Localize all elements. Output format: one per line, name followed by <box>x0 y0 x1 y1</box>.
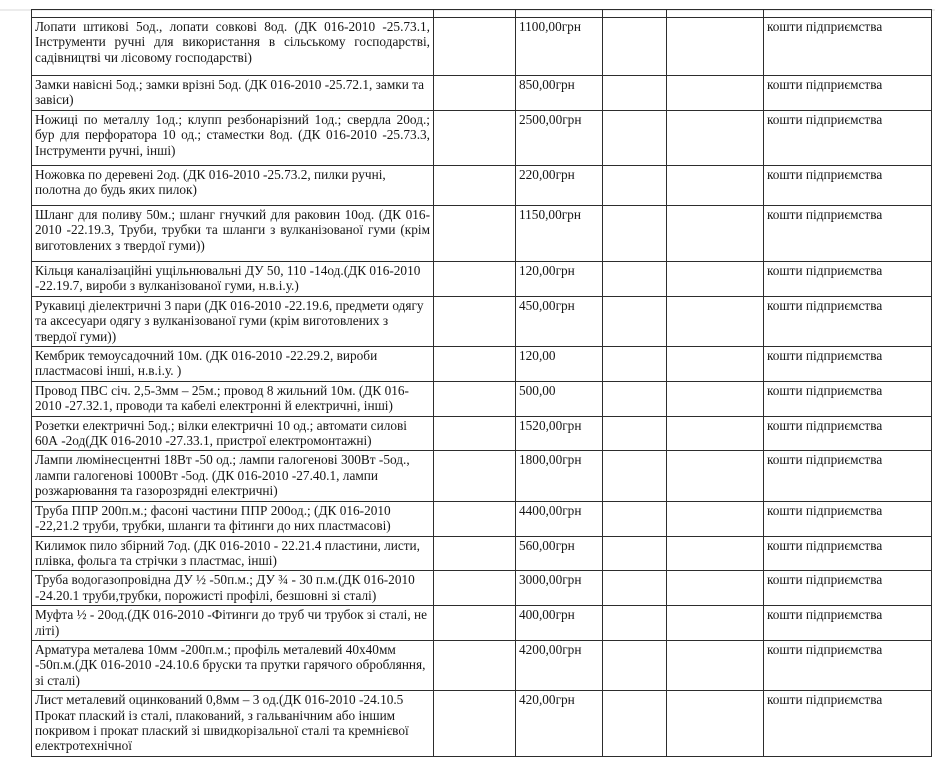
empty-cell <box>603 10 667 18</box>
empty-cell <box>667 536 764 571</box>
empty-cell <box>603 416 667 451</box>
item-funding-source: кошти підприємства <box>764 18 932 76</box>
empty-cell <box>667 691 764 757</box>
empty-cell <box>667 261 764 296</box>
item-funding-source: кошти підприємства <box>764 110 932 165</box>
item-price: 3000,00грн <box>516 571 603 606</box>
table-row <box>32 347 932 382</box>
empty-cell <box>603 261 667 296</box>
empty-cell <box>603 691 667 757</box>
empty-cell <box>764 10 932 18</box>
item-price: 120,00 <box>516 347 603 382</box>
item-funding-source: кошти підприємства <box>764 691 932 757</box>
item-price: 1100,00грн <box>516 18 603 76</box>
empty-cell <box>667 416 764 451</box>
empty-cell <box>434 606 516 641</box>
empty-cell <box>603 296 667 346</box>
item-price: 4200,00грн <box>516 640 603 690</box>
empty-cell <box>667 381 764 416</box>
empty-cell <box>434 76 516 111</box>
item-description: Труба ППР 200п.м.; фасоні частини ППР 200од.; (ДК 016-2010 -22,21.2 труби, трубки, шланги та фітинги до них пластмасові) <box>32 501 434 536</box>
item-price: 560,00грн <box>516 536 603 571</box>
item-funding-source: кошти підприємства <box>764 416 932 451</box>
item-description: Труба водогазопровідна ДУ ½ -50п.м.; ДУ ¾ - 30 п.м.(ДК 016-2010 -24.20.1 труби,трубки, порожисті профілі, безшовні зі сталі) <box>32 571 434 606</box>
table-row <box>32 261 932 296</box>
empty-cell <box>603 347 667 382</box>
item-funding-source: кошти підприємства <box>764 451 932 501</box>
item-description: Ножовка по деревені 2од. (ДК 016-2010 -25.73.2, пилки ручні, полотна до будь яких пилок) <box>32 165 434 205</box>
table-row <box>32 381 932 416</box>
empty-cell <box>434 347 516 382</box>
item-price: 1800,00грн <box>516 451 603 501</box>
empty-cell <box>434 205 516 261</box>
item-price: 220,00грн <box>516 165 603 205</box>
empty-cell <box>667 347 764 382</box>
item-funding-source: кошти підприємства <box>764 165 932 205</box>
empty-cell <box>667 205 764 261</box>
table-row <box>32 501 932 536</box>
empty-cell <box>434 536 516 571</box>
item-price: 500,00 <box>516 381 603 416</box>
empty-cell <box>603 110 667 165</box>
empty-cell <box>667 501 764 536</box>
item-funding-source: кошти підприємства <box>764 205 932 261</box>
item-price: 420,00грн <box>516 691 603 757</box>
item-funding-source: кошти підприємства <box>764 296 932 346</box>
item-funding-source: кошти підприємства <box>764 606 932 641</box>
item-description: Провод ПВС січ. 2,5-3мм – 25м.; провод 8 жильний 10м. (ДК 016-2010 -27.32.1, проводи та кабелі електронні й електричні, інші) <box>32 381 434 416</box>
item-description: Лампи люмінесцентні 18Вт -50 од.; лампи галогенові 300Вт -5од., лампи галогенові 1000Вт -5од. (ДК 016-2010 -27.40.1, лампи розжарювання та газорозрядні електричні) <box>32 451 434 501</box>
empty-cell <box>32 10 434 18</box>
empty-cell <box>603 536 667 571</box>
item-funding-source: кошти підприємства <box>764 76 932 111</box>
empty-cell <box>434 110 516 165</box>
empty-cell <box>434 451 516 501</box>
empty-cell <box>434 296 516 346</box>
table-row <box>32 110 932 165</box>
item-funding-source: кошти підприємства <box>764 261 932 296</box>
empty-cell <box>667 165 764 205</box>
empty-cell <box>667 640 764 690</box>
table-row <box>32 18 932 76</box>
empty-cell <box>667 571 764 606</box>
item-description: Рукавиці діелектричні 3 пари (ДК 016-2010 -22.19.6, предмети одягу та аксесуари одягу з вулканізованої гуми (крім виготовлених з твердої гуми)) <box>32 296 434 346</box>
item-description: Замки навісні 5од.; замки врізні 5од. (ДК 016-2010 -25.72.1, замки та завіси) <box>32 76 434 111</box>
item-description: Килимок пило збірний 7од. (ДК 016-2010 - 22.21.4 пластини, листи, плівка, фольга та стрічки з пластмас, інші) <box>32 536 434 571</box>
table-row <box>32 296 932 346</box>
table-row <box>32 691 932 757</box>
item-description: Розетки електричні 5од.; вілки електричні 10 од.; автомати силові 60А -2од(ДК 016-2010 -27.33.1, пристрої електромонтажні) <box>32 416 434 451</box>
item-funding-source: кошти підприємства <box>764 571 932 606</box>
empty-cell <box>434 10 516 18</box>
item-funding-source: кошти підприємства <box>764 381 932 416</box>
empty-cell <box>603 205 667 261</box>
table-row <box>32 76 932 111</box>
empty-cell <box>434 18 516 76</box>
item-price: 120,00грн <box>516 261 603 296</box>
table-row <box>32 416 932 451</box>
item-description: Ножиці по металлу 1од.; клупп резбонарізний 1од.; свердла 20од.; бур для перфоратора 10 од.; стаместки 8од. (ДК 016-2010 -25.73.3, Інструменти ручні, інші) <box>32 110 434 165</box>
item-price: 2500,00грн <box>516 110 603 165</box>
item-description: Шланг для поливу 50м.; шланг гнучкий для раковин 10од. (ДК 016-2010 -22.19.3, Труби, трубки та шланги з вулканізованої гуми (крім виготовлених з твердої гуми)) <box>32 205 434 261</box>
item-funding-source: кошти підприємства <box>764 347 932 382</box>
item-description: Кембрик темоусадочний 10м. (ДК 016-2010 -22.29.2, вироби пластмасові інші, н.в.і.у. ) <box>32 347 434 382</box>
empty-cell <box>603 451 667 501</box>
empty-cell <box>603 18 667 76</box>
table-row <box>32 640 932 690</box>
empty-cell <box>667 10 764 18</box>
item-description: Арматура металева 10мм -200п.м.; профіль металевий 40х40мм -50п.м.(ДК 016-2010 -24.10.6 бруски та прутки гарячого обробляння, зі сталі) <box>32 640 434 690</box>
empty-cell <box>434 691 516 757</box>
empty-cell <box>603 571 667 606</box>
table-row <box>32 536 932 571</box>
empty-cell <box>434 165 516 205</box>
item-description: Лопати штикові 5од., лопати совкові 8од. (ДК 016-2010 -25.73.1, Інструменти ручні для використання в сільському господарстві, садівництві чи лісовому господарстві) <box>32 18 434 76</box>
table-row <box>32 571 932 606</box>
item-price: 400,00грн <box>516 606 603 641</box>
empty-cell <box>667 76 764 111</box>
empty-cell <box>603 165 667 205</box>
empty-cell <box>603 640 667 690</box>
item-price: 4400,00грн <box>516 501 603 536</box>
empty-cell <box>434 416 516 451</box>
item-description: Лист металевий оцинкований 0,8мм – 3 од.(ДК 016-2010 -24.10.5 Прокат плаский із сталі, плакований, з гальванічним або іншим покривом і прокат плаский зі швидкорізальної сталі та кремнієвої електротехнічної <box>32 691 434 757</box>
empty-cell <box>603 606 667 641</box>
procurement-table <box>31 9 932 757</box>
item-description: Муфта ½ - 20од.(ДК 016-2010 -Фітинги до труб чи трубок зі сталі, не літі) <box>32 606 434 641</box>
empty-cell <box>667 451 764 501</box>
table-row <box>32 165 932 205</box>
empty-cell <box>667 18 764 76</box>
item-funding-source: кошти підприємства <box>764 536 932 571</box>
empty-cell <box>667 110 764 165</box>
item-funding-source: кошти підприємства <box>764 501 932 536</box>
empty-cell <box>434 261 516 296</box>
empty-cell <box>434 571 516 606</box>
scanned-document-page <box>0 9 935 754</box>
item-price: 1150,00грн <box>516 205 603 261</box>
table-row <box>32 451 932 501</box>
item-price: 1520,00грн <box>516 416 603 451</box>
empty-cell <box>603 76 667 111</box>
empty-cell <box>667 296 764 346</box>
empty-cell <box>434 501 516 536</box>
item-funding-source: кошти підприємства <box>764 640 932 690</box>
empty-cell <box>434 640 516 690</box>
empty-cell <box>603 501 667 536</box>
item-price: 850,00грн <box>516 76 603 111</box>
empty-cell <box>516 10 603 18</box>
table-row <box>32 606 932 641</box>
empty-cell <box>667 606 764 641</box>
table-row <box>32 205 932 261</box>
empty-cell <box>434 381 516 416</box>
item-description: Кільця каналізаційні ущільнювальні ДУ 50, 110 -14од.(ДК 016-2010 -22.19.7, вироби з вулканізованої гуми, н.в.і.у.) <box>32 261 434 296</box>
empty-cell <box>603 381 667 416</box>
table-row-partial <box>32 10 932 18</box>
item-price: 450,00грн <box>516 296 603 346</box>
